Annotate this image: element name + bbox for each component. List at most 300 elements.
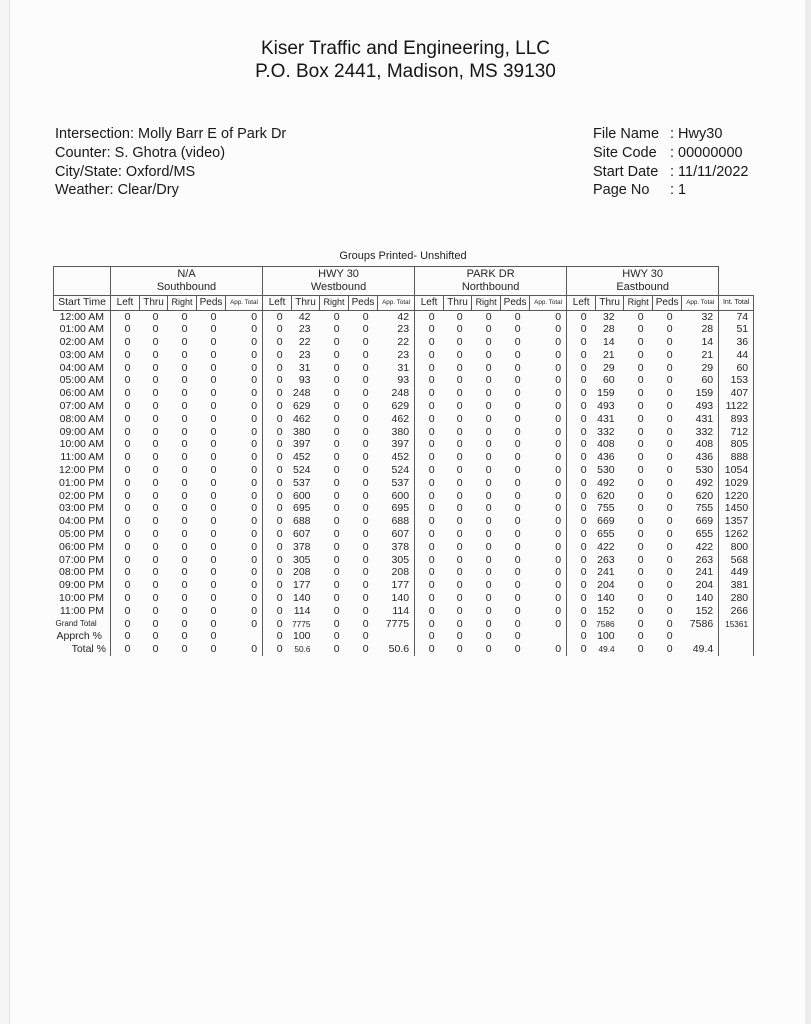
- cell: 0: [485, 348, 492, 361]
- cell: 0: [276, 579, 283, 592]
- cell: 0: [530, 605, 567, 618]
- cell: 305: [378, 554, 415, 567]
- cell: 114: [378, 605, 415, 618]
- cell: 332: [597, 425, 615, 438]
- cell: 524: [293, 464, 311, 477]
- cell: 397: [293, 438, 311, 451]
- cell: 0: [124, 630, 131, 643]
- cell: 0: [428, 553, 435, 566]
- cell: 0: [226, 387, 263, 400]
- int-total-cell: 74: [719, 310, 754, 323]
- cell: 0: [181, 310, 188, 323]
- cell: 0: [485, 438, 492, 451]
- cell: 0: [276, 476, 283, 489]
- cell: 0: [276, 553, 283, 566]
- cell: 0: [580, 400, 587, 413]
- cell: 0: [226, 618, 263, 631]
- cell: 0: [428, 361, 435, 374]
- cell: 607: [378, 528, 415, 541]
- cell: 0: [181, 412, 188, 425]
- cell: 0: [428, 374, 435, 387]
- cell: 0: [428, 400, 435, 413]
- cell: 0: [580, 476, 587, 489]
- cell: 204: [597, 579, 615, 592]
- row-time: 06:00 PM: [54, 541, 111, 554]
- col-header-left: Left: [567, 296, 596, 311]
- cell: 0: [362, 515, 369, 528]
- cell: 0: [276, 643, 283, 656]
- start-date-line: [593, 163, 748, 182]
- cell: 0: [637, 451, 644, 464]
- cell: 0: [514, 515, 521, 528]
- cell: 0: [666, 310, 673, 323]
- cell: 23: [298, 323, 311, 336]
- cell: 0: [666, 464, 673, 477]
- cell: 0: [514, 489, 521, 502]
- int-total-cell: 893: [719, 413, 754, 426]
- cell: 0: [276, 387, 283, 400]
- cell: 0: [485, 310, 492, 323]
- cell: 0: [152, 540, 159, 553]
- cell: 0: [530, 310, 567, 323]
- cell: 0: [333, 540, 340, 553]
- cell: 0: [210, 361, 217, 374]
- cell: 0: [210, 592, 217, 605]
- cell: 0: [456, 348, 463, 361]
- cell: 0: [580, 630, 587, 643]
- int-total-cell: 712: [719, 426, 754, 439]
- cell: 0: [362, 451, 369, 464]
- cell: 0: [152, 617, 159, 630]
- row-time: 07:00 AM: [54, 400, 111, 413]
- cell: 0: [276, 400, 283, 413]
- int-total-header: Int. Total: [719, 296, 754, 311]
- int-total-cell: 1450: [719, 502, 754, 515]
- cell: 620: [682, 490, 719, 503]
- cell: 140: [378, 592, 415, 605]
- cell: 0: [276, 374, 283, 387]
- table-row: [54, 310, 754, 323]
- cell: 0: [428, 643, 435, 656]
- int-total-cell: 805: [719, 438, 754, 451]
- cell: 0: [152, 451, 159, 464]
- table-row: [54, 528, 754, 541]
- cell: 620: [597, 489, 615, 502]
- cell: 0: [226, 605, 263, 618]
- cell: 0: [181, 643, 188, 656]
- table-row: [54, 413, 754, 426]
- cell: 22: [298, 336, 311, 349]
- cell: 0: [181, 604, 188, 617]
- row-time: 05:00 AM: [54, 374, 111, 387]
- cell: 0: [181, 528, 188, 541]
- cell: 50.6: [294, 644, 311, 655]
- cell: 0: [637, 310, 644, 323]
- cell: 0: [276, 489, 283, 502]
- cell: 629: [378, 400, 415, 413]
- cell: 152: [682, 605, 719, 618]
- cell: 0: [276, 438, 283, 451]
- cell: 0: [276, 464, 283, 477]
- cell: 0: [637, 579, 644, 592]
- cell: 0: [666, 323, 673, 336]
- cell: 0: [485, 387, 492, 400]
- cell: 431: [682, 413, 719, 426]
- cell: 0: [514, 464, 521, 477]
- cell: 32: [602, 310, 615, 323]
- cell: 0: [485, 553, 492, 566]
- cell: 60: [682, 374, 719, 387]
- cell: 0: [226, 464, 263, 477]
- cell: 0: [124, 412, 131, 425]
- cell: 0: [124, 515, 131, 528]
- cell: 0: [456, 464, 463, 477]
- cell: 0: [485, 617, 492, 630]
- cell: 0: [152, 579, 159, 592]
- cell: 397: [378, 438, 415, 451]
- cell: 0: [485, 540, 492, 553]
- col-header-peds: Peds: [653, 296, 682, 311]
- cell: 0: [276, 361, 283, 374]
- cell: 0: [637, 489, 644, 502]
- cell: 0: [666, 515, 673, 528]
- table-row: [54, 336, 754, 349]
- cell: 93: [298, 374, 311, 387]
- cell: 0: [152, 438, 159, 451]
- int-total-cell: 280: [719, 592, 754, 605]
- cell: 0: [580, 566, 587, 579]
- cell: 0: [362, 643, 369, 656]
- cell: 0: [124, 387, 131, 400]
- cell: 0: [124, 323, 131, 336]
- int-total-cell: 15361: [719, 618, 754, 631]
- cell: 0: [666, 553, 673, 566]
- cell: 0: [210, 323, 217, 336]
- table-row: [54, 515, 754, 528]
- cell: 208: [293, 566, 311, 579]
- cell: 0: [637, 374, 644, 387]
- cell: 600: [293, 489, 311, 502]
- cell: 0: [666, 566, 673, 579]
- cell: 0: [530, 566, 567, 579]
- row-time: Grand Total: [54, 618, 111, 631]
- cell: 0: [210, 617, 217, 630]
- cell: 0: [485, 336, 492, 349]
- cell: 0: [530, 426, 567, 439]
- cell: 0: [210, 643, 217, 656]
- cell: 0: [637, 361, 644, 374]
- cell: 0: [580, 438, 587, 451]
- cell: 0: [276, 310, 283, 323]
- group-direction: Eastbound: [616, 281, 669, 293]
- table-wrap: [53, 266, 754, 656]
- cell: 0: [181, 323, 188, 336]
- cell: 0: [485, 604, 492, 617]
- corner-cell: [54, 267, 111, 296]
- cell: 0: [226, 477, 263, 490]
- cell: 0: [181, 438, 188, 451]
- cell: 0: [210, 387, 217, 400]
- int-total-cell: 1054: [719, 464, 754, 477]
- cell: 0: [124, 566, 131, 579]
- cell: 492: [597, 476, 615, 489]
- cell: 263: [682, 554, 719, 567]
- row-time: 11:00 PM: [54, 605, 111, 618]
- cell: 0: [124, 617, 131, 630]
- cell: 0: [333, 617, 340, 630]
- cell: 0: [666, 451, 673, 464]
- group-header-row: [54, 267, 754, 296]
- cell: 0: [456, 425, 463, 438]
- cell: 0: [210, 336, 217, 349]
- row-time: 06:00 AM: [54, 387, 111, 400]
- cell: 378: [378, 541, 415, 554]
- cell: 0: [362, 540, 369, 553]
- cell: 0: [181, 489, 188, 502]
- cell: 0: [362, 412, 369, 425]
- cell: 0: [428, 412, 435, 425]
- cell: 0: [210, 553, 217, 566]
- document-header: [0, 37, 811, 83]
- cell: 0: [152, 425, 159, 438]
- cell: 0: [428, 489, 435, 502]
- cell: 305: [293, 553, 311, 566]
- cell: 0: [485, 476, 492, 489]
- cell: 0: [666, 592, 673, 605]
- cell: 0: [485, 451, 492, 464]
- int-total-cell: 888: [719, 451, 754, 464]
- cell: 695: [293, 502, 311, 515]
- row-time: 05:00 PM: [54, 528, 111, 541]
- cell: 0: [276, 425, 283, 438]
- cell: 0: [226, 643, 263, 656]
- cell: 0: [666, 400, 673, 413]
- cell: 0: [580, 502, 587, 515]
- cell: 0: [428, 336, 435, 349]
- cell: 14: [602, 336, 615, 349]
- cell: 0: [637, 528, 644, 541]
- cell: 32: [682, 310, 719, 323]
- start-date-label: Start Date: [593, 163, 659, 180]
- cell: 0: [181, 566, 188, 579]
- cell: 0: [276, 617, 283, 630]
- cell: 0: [456, 361, 463, 374]
- cell: 0: [514, 528, 521, 541]
- row-time: 08:00 AM: [54, 413, 111, 426]
- cell: 0: [580, 528, 587, 541]
- cell: 0: [181, 400, 188, 413]
- file-name-label: File Name: [593, 126, 660, 142]
- file-name-value: : Hwy30: [670, 126, 723, 142]
- cell: 0: [530, 643, 567, 656]
- cell: 0: [456, 374, 463, 387]
- cell: 0: [666, 502, 673, 515]
- start-time-header: Start Time: [54, 296, 111, 311]
- cell: 431: [597, 412, 615, 425]
- open-corner-cell: [719, 267, 754, 296]
- cell: 0: [152, 323, 159, 336]
- cell: 492: [682, 477, 719, 490]
- photo-right-edge: [804, 0, 811, 1024]
- cell: 0: [333, 361, 340, 374]
- int-total-cell: 449: [719, 566, 754, 579]
- cell: 49.4: [598, 644, 615, 655]
- col-header-app-total: App. Total: [378, 296, 415, 311]
- cell: 0: [210, 489, 217, 502]
- cell: 0: [333, 438, 340, 451]
- cell: 0: [152, 412, 159, 425]
- row-time: 04:00 PM: [54, 515, 111, 528]
- cell: 0: [362, 464, 369, 477]
- col-header-left: Left: [111, 296, 140, 311]
- int-total-cell: 1357: [719, 515, 754, 528]
- cell: 0: [124, 400, 131, 413]
- cell: 0: [333, 566, 340, 579]
- cell: 0: [181, 387, 188, 400]
- cell: 0: [226, 490, 263, 503]
- cell: 0: [428, 464, 435, 477]
- cell: 493: [597, 400, 615, 413]
- int-total-cell: 381: [719, 579, 754, 592]
- cell: 21: [602, 348, 615, 361]
- cell: 0: [530, 349, 567, 362]
- cell: 0: [428, 310, 435, 323]
- cell: 0: [485, 630, 492, 643]
- cell: 0: [580, 310, 587, 323]
- cell: 0: [210, 425, 217, 438]
- cell: 0: [637, 476, 644, 489]
- cell: 0: [456, 553, 463, 566]
- cell: 0: [637, 387, 644, 400]
- cell: 0: [226, 323, 263, 336]
- cell: 0: [362, 438, 369, 451]
- group-header-0: [111, 267, 263, 296]
- col-header-peds: Peds: [349, 296, 378, 311]
- cell: 140: [682, 592, 719, 605]
- cell: 0: [456, 400, 463, 413]
- cell: 0: [226, 528, 263, 541]
- cell: 0: [428, 425, 435, 438]
- cell: 0: [666, 630, 673, 643]
- col-header-app-total: App. Total: [682, 296, 719, 311]
- cell: 0: [333, 528, 340, 541]
- cell: 0: [428, 528, 435, 541]
- cell: 0: [428, 604, 435, 617]
- cell: 0: [210, 451, 217, 464]
- cell: 0: [124, 361, 131, 374]
- cell: 0: [530, 515, 567, 528]
- cell: 0: [333, 336, 340, 349]
- cell: 452: [378, 451, 415, 464]
- row-time: 03:00 AM: [54, 349, 111, 362]
- cell: 0: [530, 336, 567, 349]
- cell: 0: [124, 553, 131, 566]
- cell: 0: [428, 387, 435, 400]
- cell: 0: [181, 540, 188, 553]
- cell: 0: [210, 400, 217, 413]
- cell: 0: [152, 361, 159, 374]
- cell: 0: [580, 643, 587, 656]
- cell: 0: [514, 643, 521, 656]
- cell: 0: [276, 336, 283, 349]
- cell: 0: [580, 617, 587, 630]
- cell: 0: [362, 502, 369, 515]
- cell: 0: [530, 528, 567, 541]
- cell: 0: [124, 451, 131, 464]
- cell: 0: [362, 476, 369, 489]
- cell: 0: [276, 566, 283, 579]
- cell: 0: [124, 604, 131, 617]
- apprch-row: [54, 630, 754, 643]
- cell: 0: [514, 361, 521, 374]
- cell: 0: [181, 579, 188, 592]
- row-time: 02:00 AM: [54, 336, 111, 349]
- cell: 0: [514, 553, 521, 566]
- col-header-right: Right: [320, 296, 349, 311]
- cell: 0: [276, 515, 283, 528]
- cell: 0: [152, 604, 159, 617]
- cell: 0: [514, 592, 521, 605]
- cell: 42: [298, 310, 311, 323]
- cell: 0: [514, 540, 521, 553]
- cell: 0: [530, 554, 567, 567]
- group-direction: Southbound: [156, 281, 217, 293]
- table-row: [54, 349, 754, 362]
- cell: 0: [276, 323, 283, 336]
- cell: 93: [378, 374, 415, 387]
- cell: 0: [362, 528, 369, 541]
- cell: 0: [580, 374, 587, 387]
- city-state-line: City/State: Oxford/MS: [55, 163, 196, 180]
- cell: 159: [682, 387, 719, 400]
- cell: 0: [276, 348, 283, 361]
- cell: 263: [597, 553, 615, 566]
- cell: 0: [124, 489, 131, 502]
- cell: 0: [226, 310, 263, 323]
- cell: 0: [456, 579, 463, 592]
- cell: 0: [210, 604, 217, 617]
- cell: 0: [333, 592, 340, 605]
- cell: 0: [124, 336, 131, 349]
- cell: 0: [210, 476, 217, 489]
- cell: 462: [293, 412, 311, 425]
- cell: 208: [378, 566, 415, 579]
- col-header-left: Left: [415, 296, 444, 311]
- cell: 0: [456, 438, 463, 451]
- int-total-cell: 1122: [719, 400, 754, 413]
- cell: 0: [456, 540, 463, 553]
- cell: 21: [682, 349, 719, 362]
- site-info-block: [55, 125, 286, 200]
- cell: 0: [514, 476, 521, 489]
- cell: 0: [276, 604, 283, 617]
- cell: 0: [514, 323, 521, 336]
- cell: 0: [514, 579, 521, 592]
- cell: 0: [637, 425, 644, 438]
- cell: 0: [333, 451, 340, 464]
- col-header-app-total: App. Total: [226, 296, 263, 311]
- cell: 0: [152, 374, 159, 387]
- cell: 422: [682, 541, 719, 554]
- cell: 0: [362, 400, 369, 413]
- table-row: [54, 438, 754, 451]
- grand-row: [54, 618, 754, 631]
- cell: 0: [456, 592, 463, 605]
- cell: 0: [666, 425, 673, 438]
- cell: 248: [293, 387, 311, 400]
- cell: 0: [226, 374, 263, 387]
- cell: 0: [456, 323, 463, 336]
